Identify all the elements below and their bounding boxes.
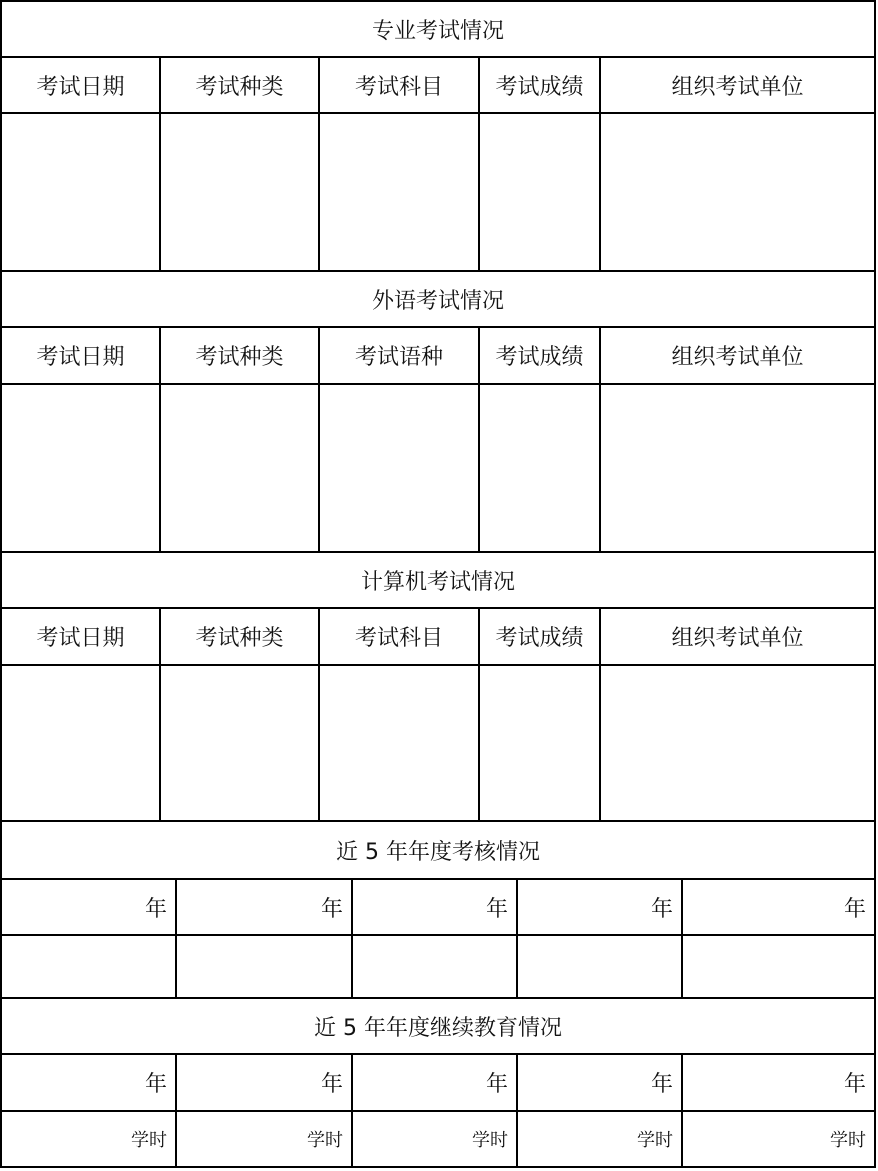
exam-date-field[interactable] [2,114,159,270]
year-label: 年 [843,1072,866,1097]
assessment-result-field[interactable] [518,936,681,997]
header-exam-organizer: 组织考试单位 [671,626,804,651]
continuing-education-title: 近 5 年年度继续教育情况 [314,1015,562,1041]
exam-score-field[interactable] [480,666,599,820]
header-exam-language: 考试语种 [354,345,443,370]
assessment-result-field[interactable] [353,936,516,997]
header-exam-score: 考试成绩 [495,626,584,651]
year-label: 年 [144,1072,167,1097]
header-exam-subject: 考试科目 [354,626,443,651]
year-label: 年 [144,896,167,922]
header-exam-type: 考试种类 [195,626,284,651]
header-exam-type: 考试种类 [195,345,284,370]
year-label: 年 [843,896,866,922]
exam-type-field[interactable] [161,666,318,820]
assessment-result-field[interactable] [683,936,874,997]
exam-date-field[interactable] [2,666,159,820]
year-label: 年 [320,1072,343,1097]
header-exam-score: 考试成绩 [495,345,584,370]
assessment-result-field[interactable] [177,936,351,997]
header-exam-type: 考试种类 [195,74,284,100]
hours-label: 学时 [830,1130,866,1151]
foreign-language-exam-title: 外语考试情况 [371,288,504,314]
exam-organizer-field[interactable] [601,114,874,270]
header-exam-date: 考试日期 [36,74,125,100]
header-exam-date: 考试日期 [36,345,125,370]
hours-label: 学时 [472,1130,508,1151]
annual-assessment-title: 近 5 年年度考核情况 [336,839,540,865]
table-border-bottom [0,1166,876,1168]
year-label: 年 [650,1072,673,1097]
exam-organizer-field[interactable] [601,385,874,551]
table-border-right [874,0,876,1168]
exam-type-field[interactable] [161,385,318,551]
exam-date-field[interactable] [2,385,159,551]
header-exam-score: 考试成绩 [495,74,584,100]
exam-score-field[interactable] [480,114,599,270]
hours-label: 学时 [637,1130,673,1151]
year-label: 年 [485,896,508,922]
hours-label: 学时 [307,1130,343,1151]
header-exam-organizer: 组织考试单位 [671,345,804,370]
exam-language-field[interactable] [320,385,478,551]
exam-organizer-field[interactable] [601,666,874,820]
exam-subject-field[interactable] [320,666,478,820]
header-exam-subject: 考试科目 [354,74,443,100]
header-exam-organizer: 组织考试单位 [671,74,804,100]
header-exam-date: 考试日期 [36,626,125,651]
computer-exam-title: 计算机考试情况 [360,569,515,595]
hours-label: 学时 [131,1130,167,1151]
assessment-result-field[interactable] [2,936,175,997]
exam-subject-field[interactable] [320,114,478,270]
exam-score-field[interactable] [480,385,599,551]
professional-exam-title: 专业考试情况 [371,18,504,44]
year-label: 年 [485,1072,508,1097]
year-label: 年 [320,896,343,922]
year-label: 年 [650,896,673,922]
exam-type-field[interactable] [161,114,318,270]
